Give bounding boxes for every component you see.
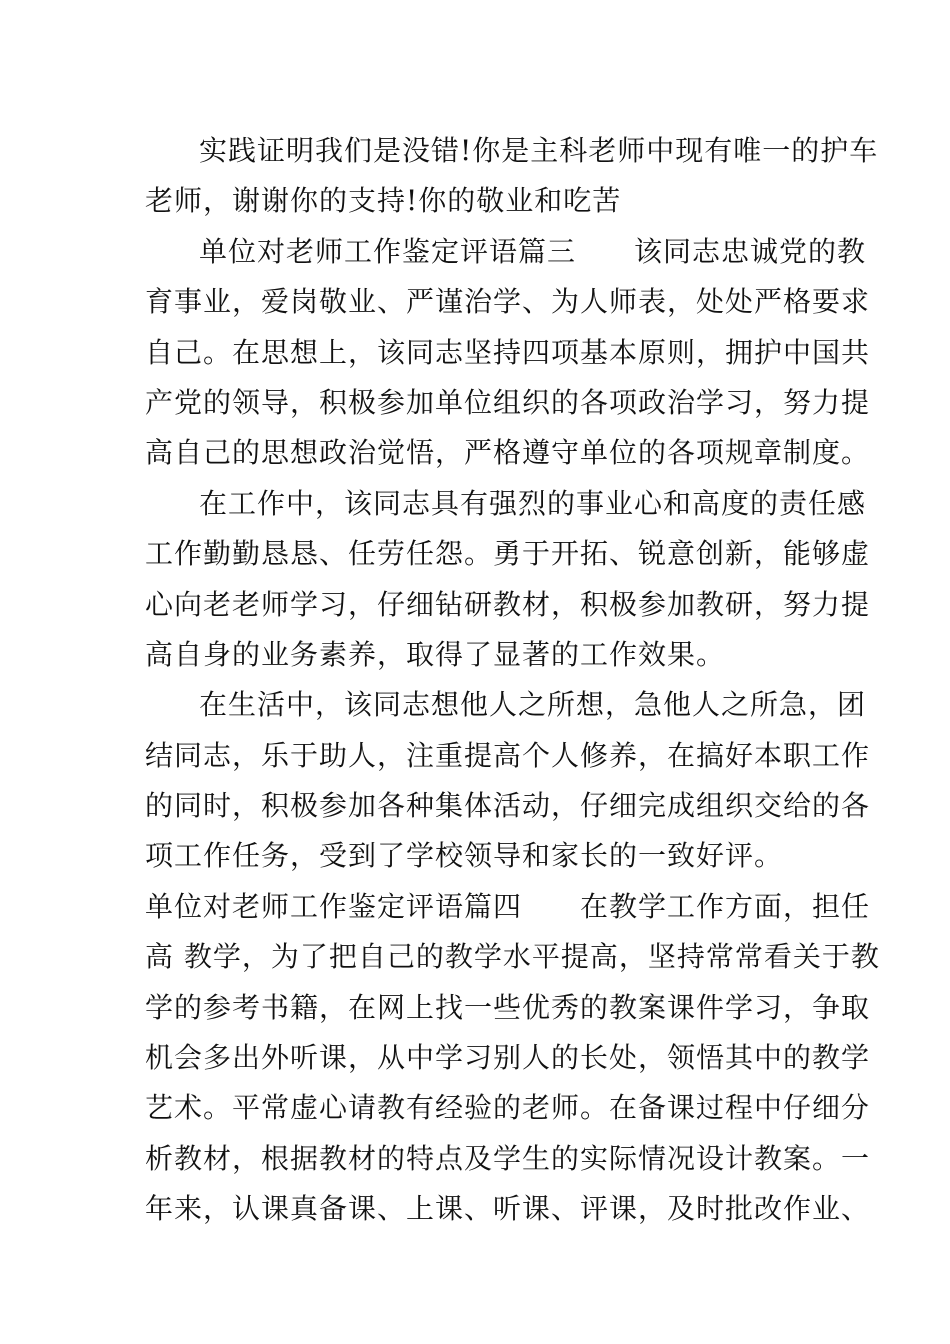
- text-line: 机会多出外听课，从中学习别人的长处，领悟其中的教学: [145, 1041, 871, 1075]
- text-line: 高自身的业务素养，取得了显著的工作效果。: [145, 637, 726, 671]
- text-line: 在工作中，该同志具有强烈的事业心和高度的责任感: [199, 486, 867, 520]
- document-body: [145, 126, 880, 1235]
- text-line: 的同时，积极参加各种集体活动，仔细完成组织交给的各: [145, 789, 871, 823]
- text-line: 结同志，乐于助人，注重提高个人修养，在搞好本职工作: [145, 738, 871, 772]
- text-line: 老师，谢谢你的支持!你的敬业和吃苦: [145, 184, 622, 218]
- text-line: 单位对老师工作鉴定评语篇三 该同志忠诚党的教: [199, 234, 867, 268]
- text-line: 心向老老师学习，仔细钻研教材，积极参加教研，努力提: [145, 587, 871, 621]
- text-line: 高自己的思想政治觉悟，严格遵守单位的各项规章制度。: [145, 436, 871, 470]
- text-line: 育事业，爱岗敬业、严谨治学、为人师表，处处严格要求: [145, 285, 871, 319]
- text-line: 学的参考书籍，在网上找一些优秀的教案课件学习，争取: [145, 990, 871, 1024]
- text-line: 析教材，根据教材的特点及学生的实际情况设计教案。一: [145, 1141, 871, 1175]
- text-line: 单位对老师工作鉴定评语篇四 在教学工作方面，担任: [145, 889, 871, 923]
- text-line: 艺术。平常虚心请教有经验的老师。在备课过程中仔细分: [145, 1091, 871, 1125]
- text-line: 产党的领导，积极参加单位组织的各项政治学习，努力提: [145, 385, 871, 419]
- text-line: 实践证明我们是没错!你是主科老师中现有唯一的护车: [199, 134, 879, 167]
- text-line: 自己。在思想上，该同志坚持四项基本原则，拥护中国共: [145, 335, 871, 369]
- text-line: 工作勤勤恳恳、任劳任怨。勇于开拓、锐意创新，能够虚: [145, 537, 871, 571]
- text-line: 在生活中，该同志想他人之所想，急他人之所急，团: [199, 688, 867, 722]
- text-line: 年来，认课真备课、上课、听课、评课，及时批改作业、: [145, 1192, 871, 1226]
- text-line: 项工作任务，受到了学校领导和家长的一致好评。: [145, 839, 784, 873]
- text-line: 高 教学，为了把自己的教学水平提高，坚持常常看关于教: [145, 940, 880, 974]
